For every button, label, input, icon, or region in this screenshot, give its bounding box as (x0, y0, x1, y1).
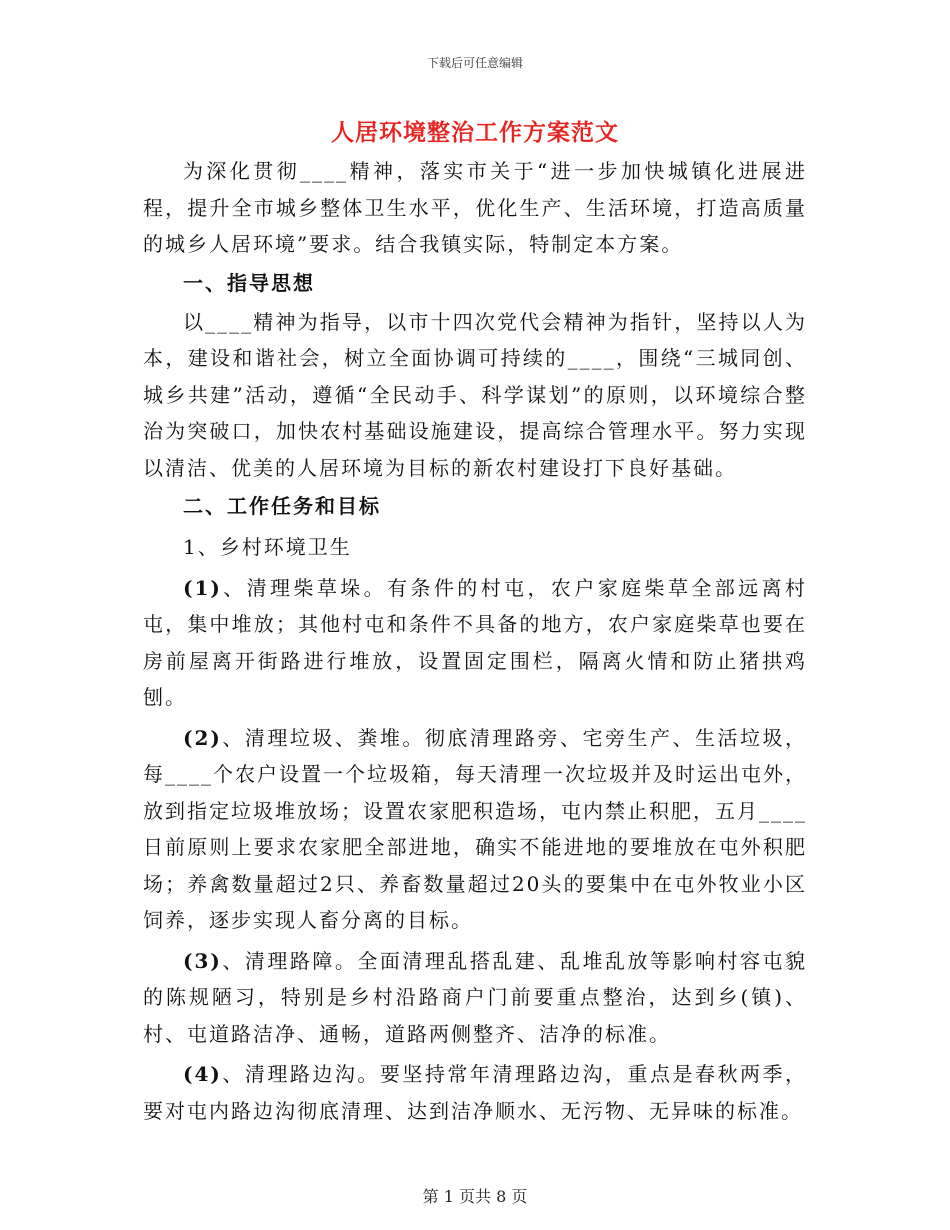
task-item-2-number: (2) (183, 725, 222, 750)
section1-heading: 一、指导思想 (183, 270, 315, 295)
document-body (143, 153, 807, 1129)
task-item-2 (143, 720, 807, 939)
task-item-2-text: 、清理垃圾、粪堆。彻底清理路旁、宅旁生产、生活垃圾，每____个农户设置一个垃圾箱，每天清理一次垃圾并及时运出屯外，放到指定垃圾堆放场；设置农家肥积造场，屯内禁止积肥，五月____日前原则上要求农家肥全部进地，确实不能进地的要堆放在屯外积肥场；养禽数量超过2只、养畜数量超过20头的要集中在屯外牧业小区饲养，逐步实现人畜分离的目标。 (143, 725, 807, 932)
task-item-4 (143, 1056, 807, 1129)
section2-heading: 二、工作任务和目标 (183, 494, 381, 518)
task-item-3-number: (3) (183, 948, 222, 973)
page-footer: 第 1 页共 8 页 (422, 1187, 528, 1206)
intro-paragraph: 为深化贯彻____精神，落实市关于“进一步加快城镇化进展进程，提升全市城乡整体卫生水平，优化生产、生活环境，打造高质量的城乡人居环境”要求。结合我镇实际，特制定本方案。 (143, 159, 807, 256)
section2-subheading: 1、乡村环境卫生 (183, 535, 352, 559)
task-item-1-number: (1) (183, 575, 222, 600)
task-item-1-text: 、清理柴草垛。有条件的村屯，农户家庭柴草全部远离村屯，集中堆放；其他村屯和条件不具备的地方，农户家庭柴草也要在房前屋离开街路进行堆放，设置固定围栏，隔离火情和防止猪拱鸡刨。 (143, 575, 807, 709)
task-item-4-text: 、清理路边沟。要坚持常年清理路边沟，重点是春秋两季，要对屯内路边沟彻底清理、达到洁净顺水、无污物、无异味的标准。 (143, 1062, 807, 1123)
task-item-1 (143, 570, 807, 716)
section1-paragraph: 以____精神为指导，以市十四次党代会精神为指针，坚持以人为本，建设和谐社会，树立全面协调可持续的____，围绕“三城同创、城乡共建”活动，遵循“全民动手、科学谋划”的原则，以环境综合整治为突破口，加快农村基础设施建设，提高综合管理水平。努力实现以清洁、优美的人居环境为目标的新农村建设打下良好基础。 (143, 309, 807, 480)
task-item-3-text: 、清理路障。全面清理乱搭乱建、乱堆乱放等影响村容屯貌的陈规陋习，特别是乡村沿路商户门前要重点整治，达到乡(镇)、村、屯道路洁净、通畅，道路两侧整齐、洁净的标准。 (143, 948, 807, 1046)
task-item-3 (143, 943, 807, 1053)
task-item-4-number: (4) (183, 1062, 222, 1086)
document-title: 人居环境整治工作方案范文 (331, 119, 619, 146)
header-note: 下载后可任意编辑 (426, 56, 523, 70)
